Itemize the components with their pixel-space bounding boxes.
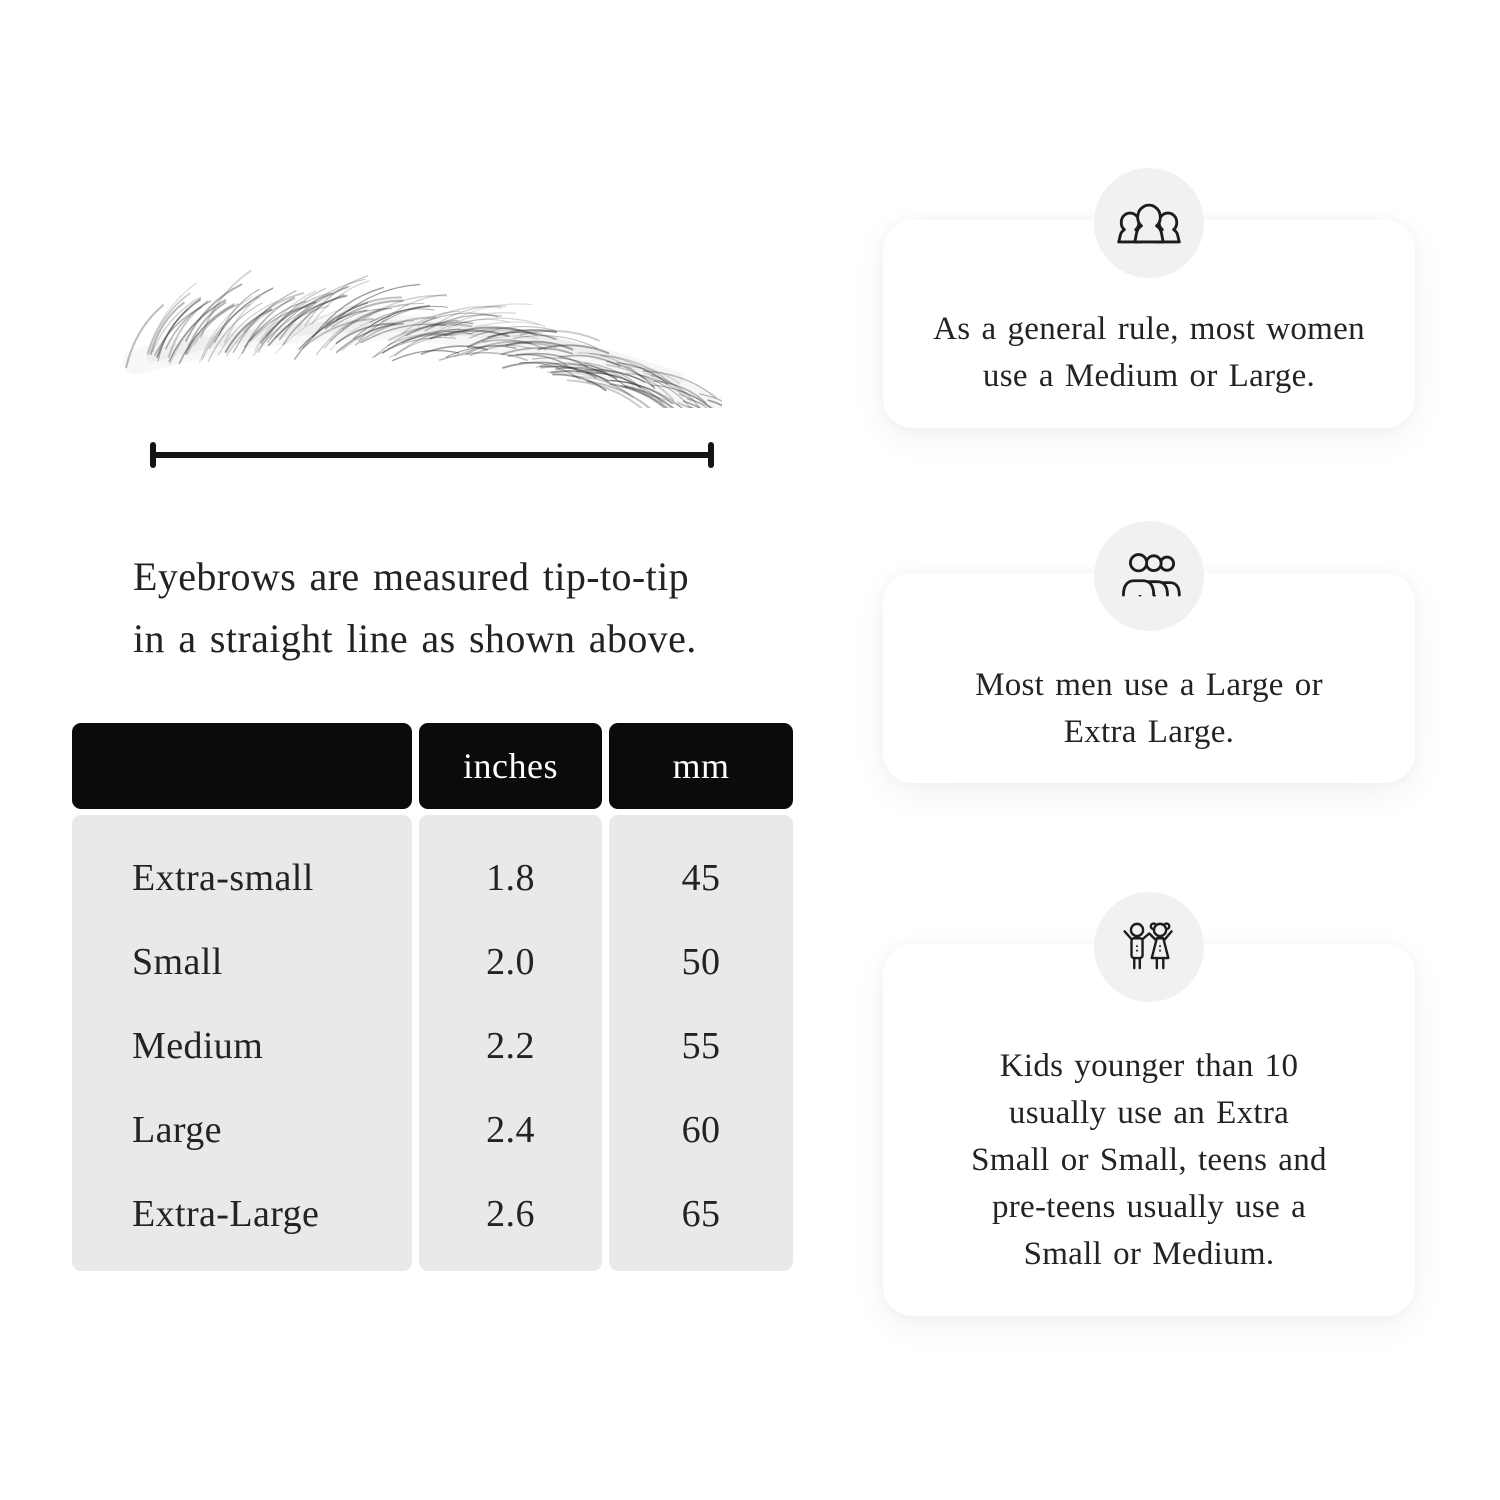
women-group-icon: [1113, 196, 1185, 250]
measurement-line: [150, 442, 714, 468]
icon-badge: [1094, 521, 1204, 631]
caption-line-1: Eyebrows are measured tip-to-tip: [133, 554, 690, 599]
table-row-small: [72, 920, 793, 1004]
card-text-line: Small or Medium.: [1023, 1236, 1275, 1272]
mm-value: 55: [681, 1025, 721, 1067]
size-label: Small: [132, 941, 223, 983]
card-text-line: As a general rule, most women: [933, 311, 1365, 347]
size-table-header: [72, 723, 793, 809]
inches-value: 2.0: [486, 941, 535, 983]
card-text-women: [911, 306, 1387, 400]
measure-tick-right: [708, 442, 714, 468]
table-row-extra-small: [72, 836, 793, 920]
size-label: Medium: [132, 1025, 264, 1067]
card-text-line: Extra Large.: [1063, 714, 1235, 750]
header-cell-size: [72, 723, 412, 809]
card-text-line: usually use an Extra: [1008, 1095, 1290, 1131]
caption-line-2: in a straight line as shown above.: [133, 616, 697, 661]
size-label: Large: [132, 1109, 222, 1151]
header-cell-mm: mm: [609, 723, 793, 809]
table-row-extra-large: [72, 1172, 793, 1256]
card-text-line: Most men use a Large or: [975, 667, 1323, 703]
header-cell-inches: inches: [419, 723, 602, 809]
icon-badge: [1094, 892, 1204, 1002]
measure-bar: [152, 452, 712, 458]
icon-badge: [1094, 168, 1204, 278]
table-row-medium: [72, 1004, 793, 1088]
inches-value: 2.6: [486, 1193, 535, 1235]
eyebrow-illustration: [118, 256, 722, 408]
size-label: Extra-small: [132, 857, 314, 899]
info-card-men: [883, 573, 1415, 783]
measurement-caption: [133, 546, 745, 670]
card-text-line: Kids younger than 10: [999, 1048, 1299, 1084]
card-text-men: [911, 662, 1387, 756]
size-label: Extra-Large: [132, 1193, 320, 1235]
mm-value: 60: [681, 1109, 721, 1151]
card-text-line: Small or Small, teens and: [971, 1142, 1327, 1178]
size-table-body: [72, 815, 793, 1271]
inches-value: 2.4: [486, 1109, 535, 1151]
mm-value: 50: [681, 941, 721, 983]
card-text-kids: [911, 1043, 1387, 1278]
mm-value: 45: [681, 857, 721, 899]
info-card-kids: [883, 944, 1415, 1316]
children-icon: [1114, 918, 1184, 976]
info-card-women: [883, 220, 1415, 428]
mm-value: 65: [681, 1193, 721, 1235]
card-text-line: pre-teens usually use a: [991, 1189, 1307, 1225]
card-text-line: use a Medium or Large.: [982, 358, 1316, 394]
inches-value: 2.2: [486, 1025, 535, 1067]
table-row-large: [72, 1088, 793, 1172]
men-group-icon: [1113, 549, 1185, 603]
inches-value: 1.8: [486, 857, 535, 899]
